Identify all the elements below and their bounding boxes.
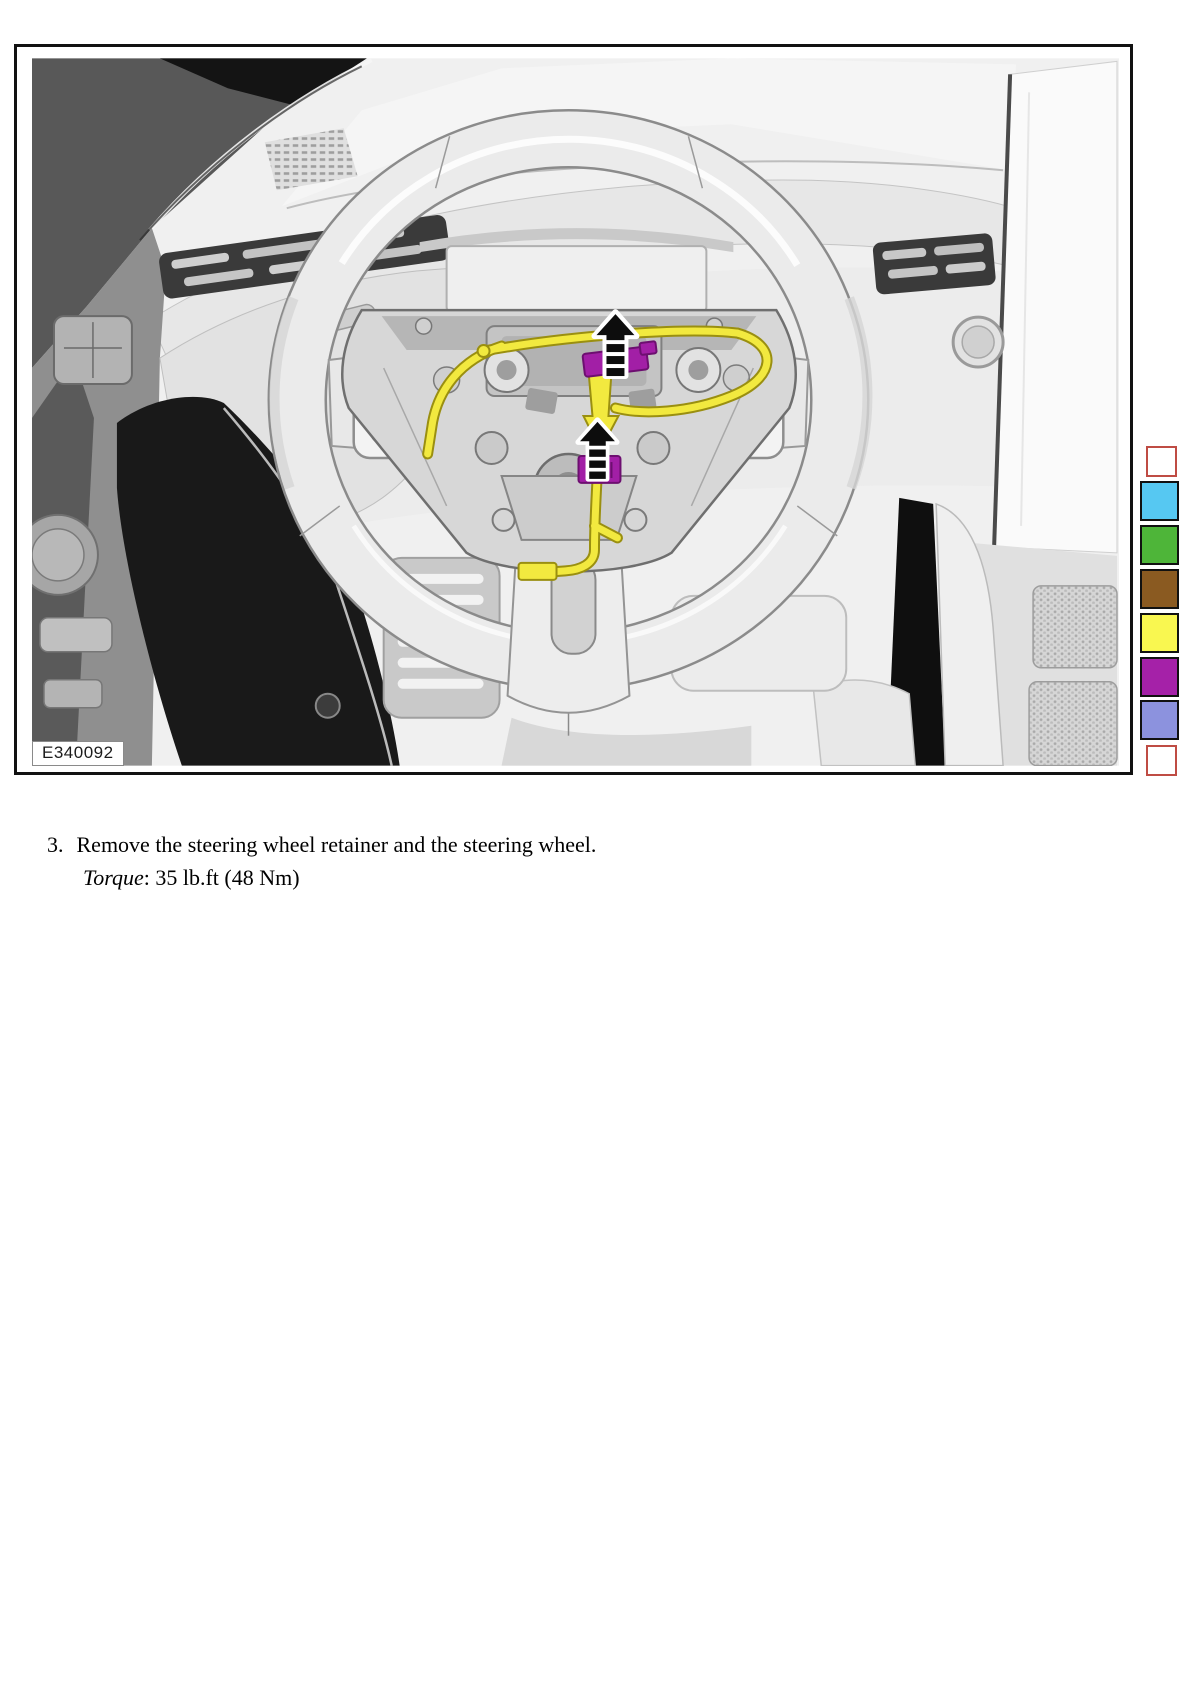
center-display (994, 61, 1117, 553)
swatch-outline-top (1146, 446, 1177, 477)
swatch-magenta (1140, 657, 1179, 697)
steering-wheel-illustration (32, 58, 1119, 766)
step-instruction-line (47, 828, 596, 861)
speaker-mesh-upper (1033, 586, 1117, 668)
swatch-lavender (1140, 700, 1179, 740)
torque-label: Torque (83, 865, 144, 890)
swatch-brown (1140, 569, 1179, 609)
instrument-cluster (447, 246, 707, 312)
swatch-blue (1140, 481, 1179, 521)
step-number: 3. (47, 832, 64, 857)
swatch-green (1140, 525, 1179, 565)
step-instruction: Remove the steering wheel retainer and the steering wheel. (76, 832, 597, 857)
speaker-mesh-lower (1029, 682, 1117, 766)
swatch-yellow (1140, 613, 1179, 653)
right-air-vent (872, 233, 996, 295)
swatch-outline-bottom (1146, 745, 1177, 776)
step-item (47, 828, 596, 894)
torque-line (83, 861, 596, 894)
figure-id-label: E340092 (32, 741, 124, 766)
torque-value: : 35 lb.ft (48 Nm) (143, 865, 300, 890)
figure-frame (14, 44, 1133, 775)
